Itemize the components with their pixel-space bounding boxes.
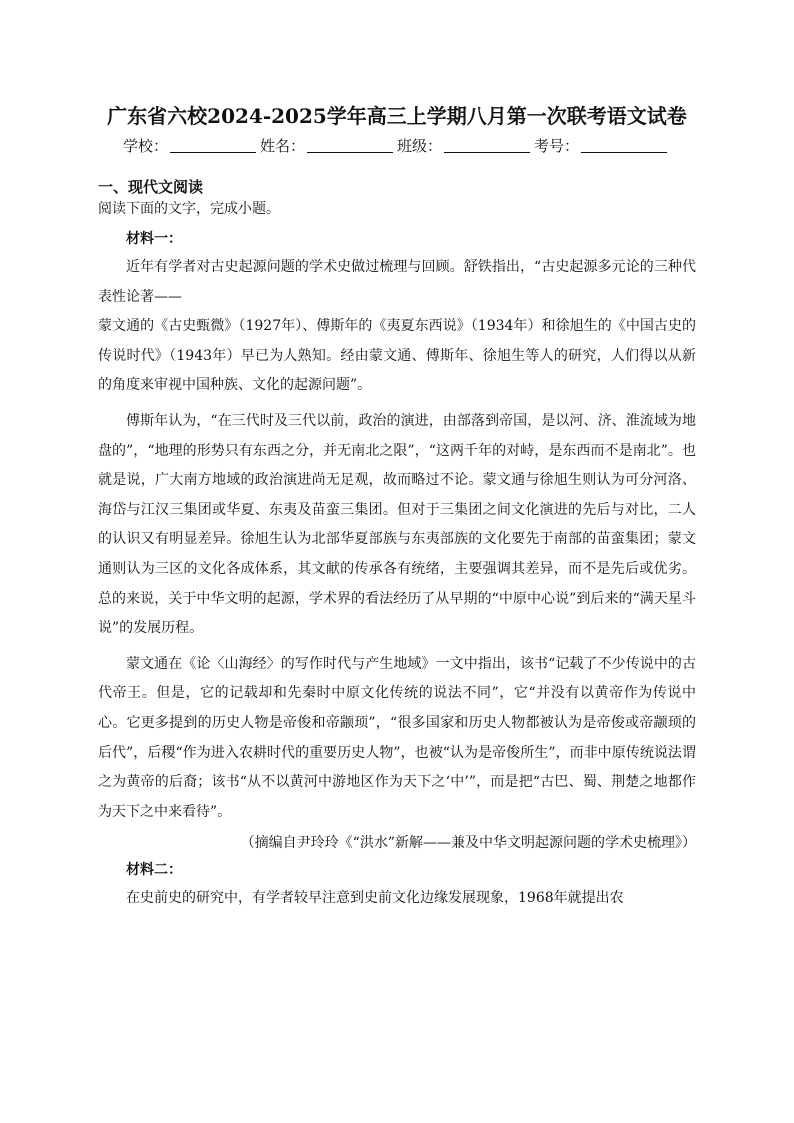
exam-title: 广东省六校2024-2025学年高三上学期八月第一次联考语文试卷 bbox=[107, 104, 687, 128]
name-label: 姓名： bbox=[259, 137, 305, 155]
number-blank[interactable] bbox=[581, 136, 667, 153]
material-1-label: 材料一： bbox=[126, 231, 182, 247]
number-label: 考号： bbox=[534, 137, 580, 155]
section-heading: 一、现代文阅读 bbox=[98, 178, 204, 196]
student-info-line bbox=[98, 134, 696, 158]
class-blank[interactable] bbox=[444, 136, 530, 153]
class-label: 班级： bbox=[397, 137, 443, 155]
paragraph-3: 傅斯年认为，“在三代时及三代以前，政治的演进，由部落到帝国，是以河、济、淮流域为地盘的”，“地理的形势只有东西之分，并无南北之限”，“这两千年的对峙，是东西而不是南北”。也就是说，广大南方地域的政治演进尚无足观，故而略过不论。蒙文通与徐旭生则认为可分河洛、海岱与江汉三集团或华夏、东夷及苗蛮三集团。但对于三集团之间文化演进的先后与对比，二人的认识又有明显差异。徐旭生认为北部华夏部族与东夷部族的文化要先于南部的苗蛮集团；蒙文通则认为三区的文化各成体系，其文献的传承各有统绪，主要强调其差异，而不是先后或优劣。总的来说，关于中华文明的起源，学术界的看法经历了从早期的“中原中心说”到后来的“满天星斗说”的发展历程。 bbox=[98, 412, 696, 637]
paragraph-4: 蒙文通在《论〈山海经〉的写作时代与产生地域》一文中指出，该书“记载了不少传说中的古代帝王。但是，它的记载却和先秦时中原文化传统的说法不同”，它“并没有以黄帝作为传说中心。它更多提到的历史人物是帝俊和帝颛顼”，“很多国家和历史人物都被认为是帝俊或帝颛顼的后代”，后稷“作为进入农耕时代的重要历史人物”，也被“认为是帝俊所生”，而非中原传统说法谓之为黄帝的后裔；该书“从不以黄河中游地区作为天下之‘中’”，而是把“古巴、蜀、荆楚之地都作为天下之中来看待”。 bbox=[98, 655, 696, 820]
paragraph-2: 蒙文通的《古史甄微》（1927年）、傅斯年的《夷夏东西说》（1934年）和徐旭生的《中国古史的传说时代》（1943年）早已为人熟知。经由蒙文通、傅斯年、徐旭生等人的研究，人们得以从新的角度来审视中国种族、文化的起源问题”。 bbox=[98, 318, 696, 394]
source-citation: （摘编自尹玲玲《“洪水”新解——兼及中华文明起源问题的学术史梳理》） bbox=[240, 835, 696, 852]
school-blank[interactable] bbox=[170, 136, 256, 153]
paragraph-1: 近年有学者对古史起源问题的学术史做过梳理与回顾。舒铁指出，“古史起源多元论的三种代表性论著—— bbox=[98, 259, 696, 305]
name-blank[interactable] bbox=[307, 136, 393, 153]
material-2-paragraph: 在史前史的研究中，有学者较早注意到史前文化边缘发展现象，1968年就提出农 bbox=[126, 890, 624, 907]
material-2-label: 材料二： bbox=[126, 862, 182, 879]
instruction: 阅读下面的文字，完成小题。 bbox=[98, 201, 280, 217]
school-label: 学校： bbox=[122, 137, 168, 155]
